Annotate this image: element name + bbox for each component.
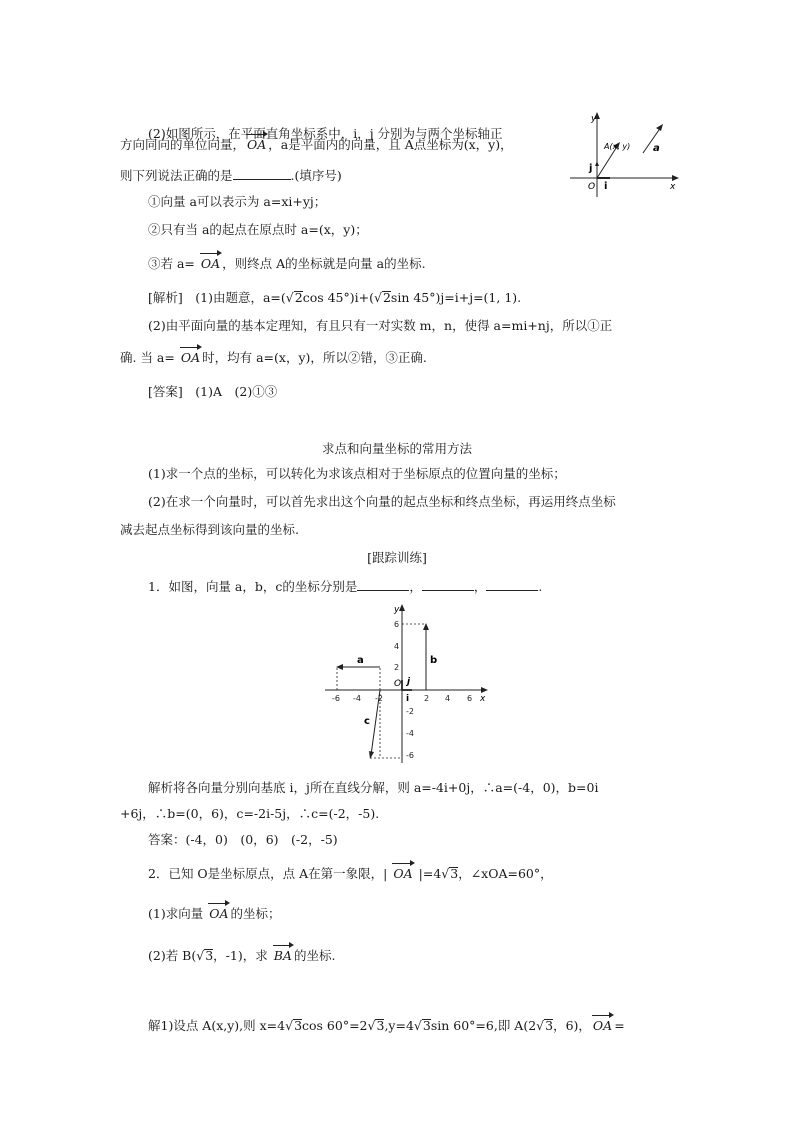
text-seg: ，∠xOA=60°， bbox=[458, 866, 553, 881]
sqrt-radicand: 3 bbox=[294, 1018, 303, 1033]
text-seg: ， bbox=[409, 579, 422, 594]
y-arrow bbox=[399, 604, 405, 611]
text-seg: (2)若 B( bbox=[148, 948, 197, 963]
xtick-6: 6 bbox=[467, 694, 473, 703]
practice-title: [跟踪训练] bbox=[367, 550, 427, 565]
text-seg: = bbox=[614, 1018, 625, 1033]
text-seg: 的坐标. bbox=[293, 948, 336, 963]
label-a: a bbox=[653, 143, 660, 154]
ytick-6: -6 bbox=[406, 751, 414, 760]
vector-OA: OA bbox=[247, 137, 267, 152]
text-seg: . bbox=[538, 579, 543, 594]
method-2: (2)在求一个向量时，可以首先求出这个向量的起点坐标和终点坐标，再运用终点坐标 bbox=[148, 494, 616, 509]
x-arrow bbox=[672, 175, 679, 181]
text-seg: cos 60°=2 bbox=[302, 1018, 368, 1033]
text-seg: sin 45°)j=i+j=(1, 1). bbox=[390, 290, 522, 305]
text-seg: (1)求向量 bbox=[148, 906, 204, 921]
text-seg: [解析] (1)由题意，a=( bbox=[148, 290, 286, 305]
label-y: y bbox=[394, 605, 400, 615]
label-i: i bbox=[604, 181, 608, 192]
sqrt-radicand: 3 bbox=[545, 1018, 554, 1033]
ytick-5: -4 bbox=[406, 729, 414, 738]
option-3 bbox=[148, 256, 426, 272]
xtick-3: -2 bbox=[375, 694, 383, 703]
vector-OA: OA bbox=[209, 906, 229, 921]
method-title: 求点和向量坐标的常用方法 bbox=[321, 441, 472, 456]
text-seg: 2．已知 O是坐标原点，点 A在第一象限，| bbox=[148, 866, 388, 881]
text-seg: 则下列说法正确的是 bbox=[120, 168, 233, 183]
question-1 bbox=[148, 578, 542, 595]
figure-vector-a bbox=[560, 105, 685, 200]
answer-line: [答案] (1)A (2)①③ bbox=[148, 384, 278, 399]
sqrt-radicand: 3 bbox=[376, 1018, 385, 1033]
text-seg: .(填序号) bbox=[290, 168, 342, 183]
label-b: b bbox=[430, 655, 438, 666]
text-seg: ， bbox=[473, 579, 487, 594]
label-origin: O bbox=[394, 679, 402, 689]
analysis-line3 bbox=[120, 350, 427, 366]
figure-vectors-abc bbox=[320, 600, 500, 770]
label-a: a bbox=[357, 655, 364, 666]
label-c: c bbox=[364, 716, 370, 727]
x-arrow bbox=[481, 687, 488, 693]
vector-OA: OA bbox=[180, 350, 201, 365]
vector-OA: OA bbox=[592, 1018, 613, 1033]
label-x: x bbox=[670, 182, 676, 192]
vector-OA: OA bbox=[200, 256, 221, 271]
label-j: j bbox=[407, 677, 411, 687]
sqrt-radicand: 2 bbox=[382, 290, 391, 305]
answer-blank bbox=[486, 578, 538, 591]
question-2-part1 bbox=[148, 906, 281, 922]
ytick-2: 4 bbox=[394, 642, 400, 651]
j-arrowhead bbox=[595, 161, 599, 166]
text-seg: ,y=4 bbox=[384, 1018, 414, 1033]
text-seg: ，-1)，求 bbox=[213, 948, 268, 963]
option-1: ①向量 a可以表示为 a=xi+yj； bbox=[148, 194, 327, 209]
analysis-line2: (2)由平面向量的基本定理知，有且只有一对实数 m，n，使得 a=mi+nj，所以①正 bbox=[148, 318, 613, 333]
question-2: 2．已知 O是坐标原点，点 A在第一象限，| OA |=4√3，∠xOA=60°， bbox=[148, 866, 553, 881]
text-seg: sin 60°=6,即 A(2 bbox=[430, 1018, 537, 1033]
text-seg: cos 45°)i+( bbox=[302, 290, 374, 305]
xtick-2: -4 bbox=[353, 694, 361, 703]
problem2-line3 bbox=[120, 167, 342, 184]
text-seg: 的坐标； bbox=[230, 906, 281, 921]
text-seg: ，6)， bbox=[553, 1018, 591, 1033]
method-1: (1)求一个点的坐标，可以转化为求该点相对于坐标原点的位置向量的坐标； bbox=[148, 466, 566, 481]
question-2-part2: (2)若 B(√3，-1)，求 BA 的坐标. bbox=[148, 948, 336, 963]
answer-blank bbox=[233, 167, 291, 180]
sqrt-radicand: 2 bbox=[294, 290, 303, 305]
label-point-A: A(x, y) bbox=[604, 142, 631, 151]
text-seg: ，a是平面内的向量，且 A点坐标为(x，y)， bbox=[268, 137, 513, 152]
text-seg: |=4 bbox=[418, 866, 442, 881]
label-origin: O bbox=[588, 182, 596, 192]
text-seg: 方向同向的单位向量， bbox=[120, 137, 246, 152]
sqrt-radicand: 3 bbox=[450, 866, 459, 881]
problem2-line2 bbox=[120, 137, 513, 153]
label-i: i bbox=[406, 694, 410, 704]
sqrt-radicand: 3 bbox=[205, 948, 214, 963]
solution1-answer: 答案：(-4，0) (0，6) (-2，-5) bbox=[148, 832, 338, 847]
problem2-line1: (2)如图所示，在平面直角坐标系中，i，j 分别为与两个坐标轴正 bbox=[148, 126, 503, 141]
option-2: ②只有当 a的起点在原点时 a=(x，y)； bbox=[148, 222, 368, 237]
a-arrowhead bbox=[656, 124, 663, 131]
answer-blank bbox=[357, 578, 409, 591]
label-y: y bbox=[591, 114, 597, 124]
xtick-1: -6 bbox=[332, 694, 340, 703]
xtick-4: 2 bbox=[424, 694, 430, 703]
ytick-3: 2 bbox=[394, 663, 400, 672]
analysis-line1: [解析] (1)由题意，a=(√2cos 45°)i+(√2sin 45°)j=i+j=(1, 1). bbox=[148, 290, 522, 305]
text-seg: 确. 当 a= bbox=[120, 350, 175, 365]
sqrt-radicand: 3 bbox=[422, 1018, 431, 1033]
ytick-1: 6 bbox=[394, 620, 400, 629]
solution1-line2: +6j，∴b=(0，6)，c=-2i-5j，∴c=(-2，-5). bbox=[120, 806, 380, 821]
text-seg: ，则终点 A的坐标就是向量 a的坐标. bbox=[222, 256, 426, 271]
vector-BA: BA bbox=[273, 948, 292, 963]
answer-blank bbox=[422, 578, 474, 591]
xtick-5: 4 bbox=[445, 694, 451, 703]
text-seg: ③若 a= bbox=[148, 256, 195, 271]
label-x: x bbox=[480, 694, 486, 704]
ytick-4: -2 bbox=[406, 707, 414, 716]
method-3: 减去起点坐标得到该向量的坐标. bbox=[120, 522, 299, 537]
question-2-solution: 解1)设点 A(x,y),则 x=4√3cos 60°=2√3,y=4√3sin 60°=6,即 A(2√3，6)， OA = bbox=[148, 1018, 625, 1033]
text-seg: 1．如图，向量 a，b，c的坐标分别是 bbox=[148, 579, 358, 594]
text-seg: 解1)设点 A(x,y),则 x=4 bbox=[148, 1018, 286, 1033]
vector-OA: OA bbox=[393, 866, 413, 881]
solution1-line1: 解析将各向量分别向基底 i，j所在直线分解，则 a=-4i+0j，∴a=(-4，0)，b=0i bbox=[148, 780, 599, 795]
label-j: j bbox=[589, 163, 593, 174]
text-seg: 时，均有 a=(x，y)，所以②错，③正确. bbox=[202, 350, 427, 365]
